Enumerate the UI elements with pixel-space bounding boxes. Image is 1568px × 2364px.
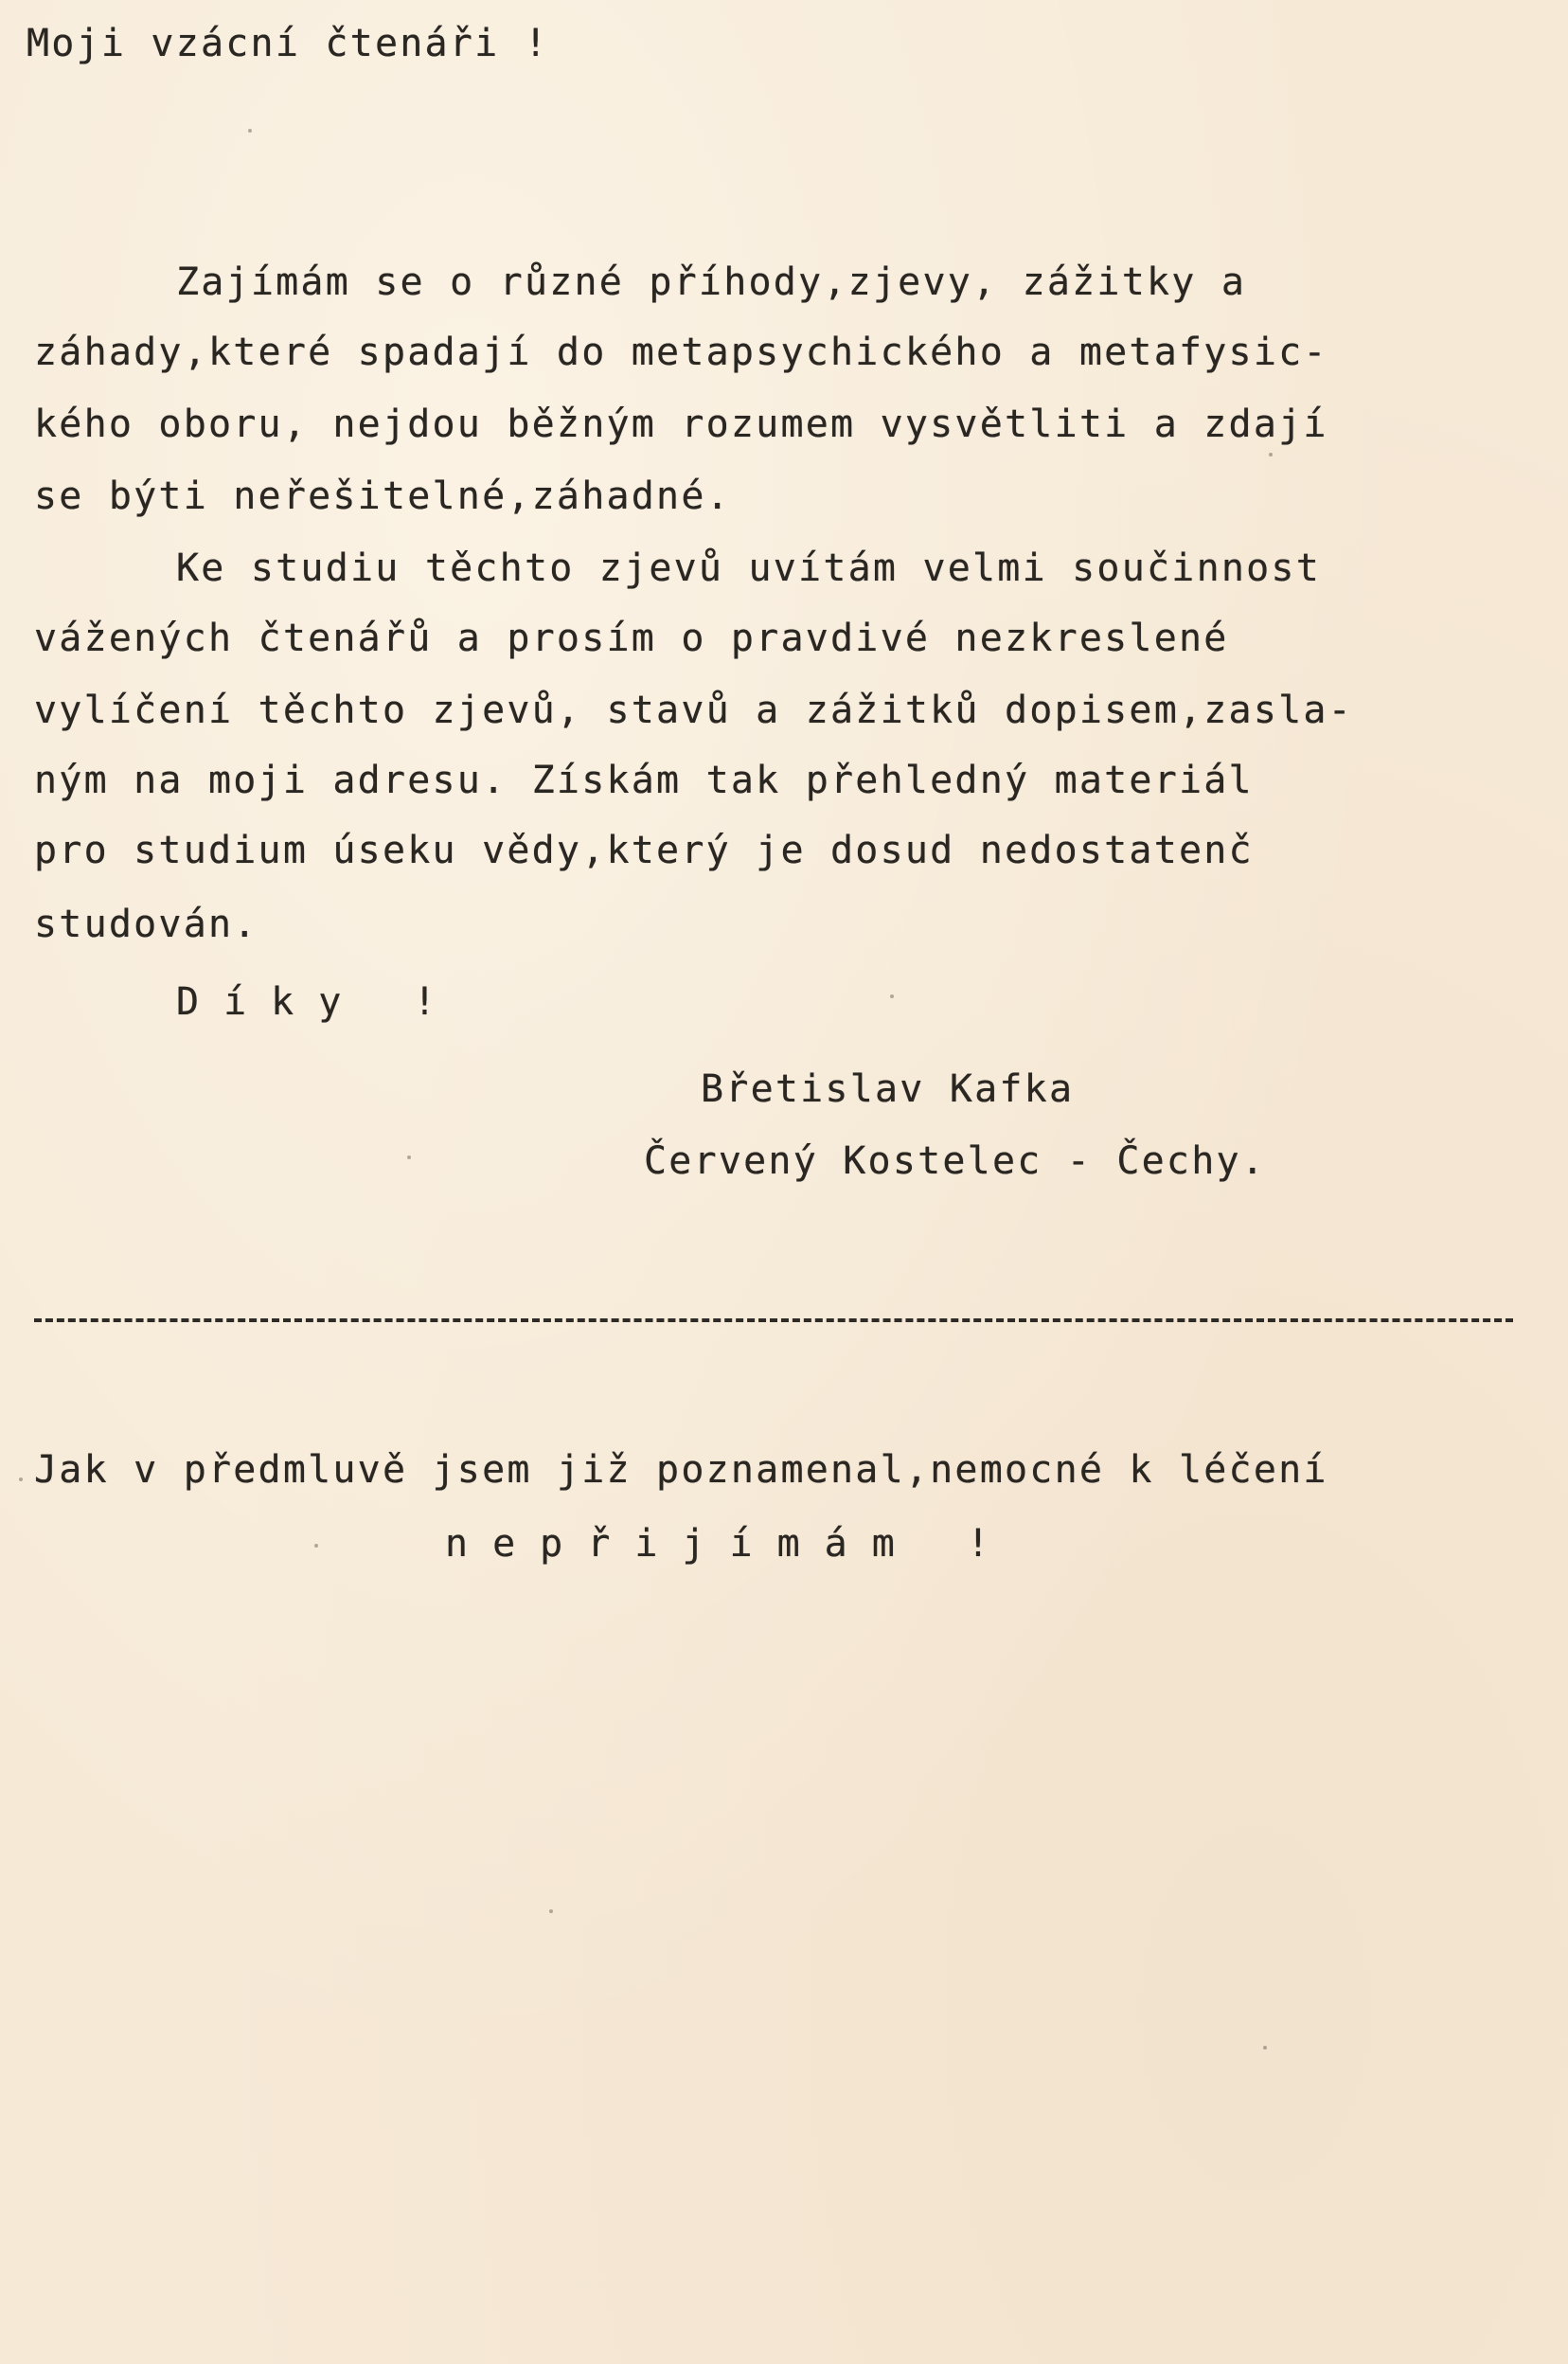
paper-speck [1263, 2046, 1267, 2050]
paper-speck [19, 1478, 23, 1481]
paragraph2-line3: vylíčení těchto zjevů, stavů a zážitků dopisem,zasla- [34, 689, 1353, 732]
postscript-line1: Jak v předmluvě jsem již poznamenal,nemocné k léčení [34, 1448, 1328, 1492]
paper-speck [549, 1909, 553, 1913]
postscript-line2: nepřijímám ! [445, 1522, 1014, 1566]
paragraph1-line1: Zajímám se o různé příhody,zjevy, zážitky a [176, 260, 1247, 304]
paper-speck [248, 129, 252, 133]
thanks: Díky ! [176, 980, 461, 1024]
paragraph1-line3: kého oboru, nejdou běžným rozumem vysvětliti a zdají [34, 403, 1328, 446]
paper-speck [314, 1544, 318, 1548]
greeting: Moji vzácní čtenáři ! [27, 22, 549, 65]
signature-name: Břetislav Kafka [701, 1067, 1075, 1111]
paper-speck [1269, 453, 1273, 457]
paper-speck [407, 1155, 411, 1159]
signature-place: Červený Kostelec - Čechy. [644, 1139, 1267, 1183]
paragraph1-line4: se býti neřešitelné,záhadné. [34, 475, 731, 518]
paragraph2-line6: studován. [34, 903, 258, 946]
paragraph2-line2: vážených čtenářů a prosím o pravdivé nezkreslené [34, 617, 1229, 660]
paper-speck [890, 994, 894, 998]
paragraph2-line5: pro studium úseku vědy,který je dosud nedostatenč [34, 829, 1254, 872]
dashed-divider [34, 1318, 1513, 1322]
paragraph2-line1: Ke studiu těchto zjevů uvítám velmi součinnost [176, 546, 1321, 590]
paragraph1-line2: záhady,které spadají do metapsychického a metafysic- [34, 331, 1328, 374]
paragraph2-line4: ným na moji adresu. Získám tak přehledný materiál [34, 759, 1254, 802]
